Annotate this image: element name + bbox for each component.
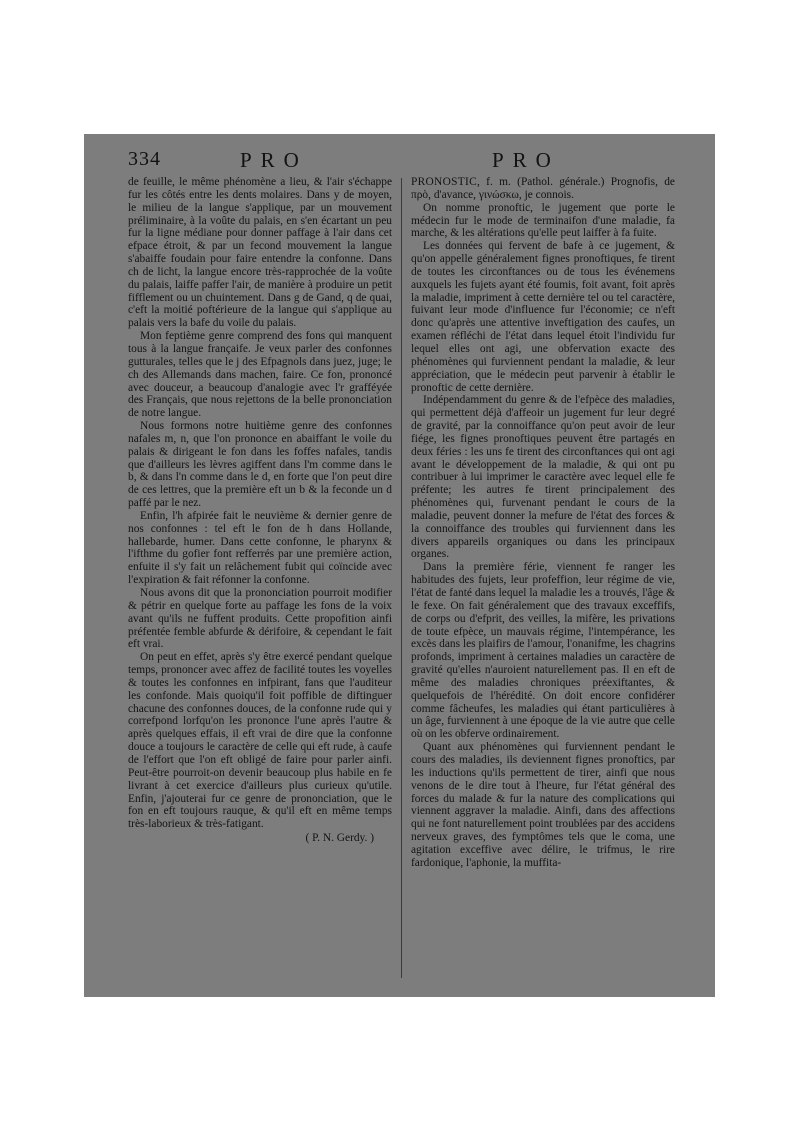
running-head-right: PRO bbox=[492, 148, 560, 172]
paragraph: Les données qui fervent de bafe à ce jugement, & qu'on appelle généralement fignes pronoftiques, fe tirent de toutes les circonftances ou de tous les événemens auxquels les fujets ayant été foumis, foit avant, foit après la maladie, impriment à cette dernière tel ou tel caractère, fuivant leur mode d'influence fur l'économie; ce n'eft donc qu'après une attentive inveftigation des caufes, un examen réfléchi de l'état dans lequel étoit l'individu fur lequel elles ont agi, une obfervation exacte des phénomènes qui furviennent pendant la maladie, & leur appréciation, que le médecin peut parvenir à établir le pronoftic de cette dernière. bbox=[411, 240, 675, 394]
paragraph: On nomme pronoftic, le jugement que porte le médecin fur le mode de terminaifon d'une maladie, fa marche, & les altérations qu'elle peut laiffer à fa fuite. bbox=[411, 201, 675, 240]
running-head-left: PRO bbox=[240, 148, 308, 172]
page-number: 334 bbox=[128, 148, 161, 170]
paragraph: Indépendamment du genre & de l'efpèce des maladies, qui permettent déjà d'affeoir un jugement fur leur degré de gravité, par la connoiffance qu'on peut avoir de leur fiége, les fignes pronoftiques peuvent être partagés en deux féries : les uns fe tirent des circonftances qui ont agi avant le développement de la maladie, & qui ont pu contribuer à lui imprimer le caractère avec lequel elle fe préfente; les autres fe tirent principalement des phénomènes qui, furvenant pendant le cours de la maladie, peuvent donner la mefure de l'état des forces & la connoiffance des troubles qui furviennent dans les divers appareils organiques ou dans les principaux organes. bbox=[411, 394, 675, 561]
entry-heading bbox=[411, 176, 675, 202]
paragraph: de feuille, le même phénomène a lieu, & l'air s'échappe fur les côtés entre les dents molaires. Dans y de moyen, le milieu de la langue s'applique, par un mouvement préliminaire, à la voûte du palais, en s'en écartant un peu fur la ligne médiane pour donner paffage à l'air dans cet efpace étroit, & par un fecond mouvement la langue s'abaiffe foudain pour faire entendre la confonne. Dans ch de licht, la langue encore très-rapprochée de la voûte du palais, laiffe paffer l'air, de manière à produire un petit fifflement ou un chuintement. Dans g de Gand, q de quai, c'eft la moitié poftérieure de la langue qui s'applique au palais vers la bafe du voile du palais. bbox=[128, 176, 392, 330]
entry-definition: , f. m. (Pathol. générale.) Prognofis, de πρὸ, d'avance, γινώσκω, je connois. bbox=[411, 176, 675, 201]
paragraph: Nous avons dit que la prononciation pourroit modifier & pétrir en quelque forte au paffage les fons de la voix avant qu'ils ne fuffent produits. Cette propofition ainfi préfentée femble abfurde & dérifoire, & cependant le fait eft vrai. bbox=[128, 587, 392, 651]
paragraph: Dans la première férie, viennent fe ranger les habitudes des fujets, leur profeffion, leur régime de vie, l'état de fanté dans lequel la maladie les a trouvés, l'âge & le fexe. On fait généralement que des travaux exceffifs, de corps ou d'efprit, des veilles, la mifère, les privations de toute efpèce, un mauvais régime, l'intempérance, les excès dans les plaifirs de l'amour, l'onanifme, les chagrins profonds, impriment à certaines maladies un caractère de gravité qu'elles n'auroient naturellement pas. Il en eft de même des maladies chroniques préexiftantes, & quelquefois de l'hérédité. On doit encore confidérer comme fâcheufes, les maladies qui étant particulières à un âge, furviennent à une époque de la vie autre que celle où on les obferve ordinairement. bbox=[411, 561, 675, 741]
scanned-page bbox=[84, 134, 715, 997]
page-header bbox=[128, 148, 675, 174]
left-column bbox=[128, 176, 392, 978]
column-divider bbox=[401, 178, 402, 978]
entry-title: PRONOSTIC bbox=[411, 176, 477, 188]
paragraph: Enfin, l'h afpirée fait le neuvième & dernier genre de nos confonnes : tel eft le fon de h dans Hollande, hallebarde, humer. Dans cette confonne, le pharynx & l'ifthme du gofier font refferrés par une première action, enfuite il s'y fait un relâchement fubit qui coïncide avec l'expiration & fait réfonner la confonne. bbox=[128, 509, 392, 587]
paragraph: Nous formons notre huitième genre des confonnes nafales m, n, que l'on prononce en abaiffant le voile du palais & dirigeant le fon dans les foffes nafales, tandis que d'ailleurs les lèvres agiffent dans l'm comme dans le b, & dans l'n comme dans le d, en forte que l'on peut dire de ces lettres, que la première eft un b & la feconde un d paffé par le nez. bbox=[128, 420, 392, 510]
paragraph: Mon feptième genre comprend des fons qui manquent tous à la langue françaife. Je veux parler des confonnes gutturales, telles que le j des Efpagnols dans juez, juge; le ch des Allemands dans machen, faire. Ce fon, prononcé avec douceur, a beaucoup d'analogie avec l'r grafféyée des Français, que nous rejettons de la belle prononciation de notre langue. bbox=[128, 330, 392, 420]
paragraph: On peut en effet, après s'y être exercé pendant quelque temps, prononcer avec affez de facilité toutes les voyelles & toutes les confonnes en infpirant, fans que l'auditeur les confonde. Mais quoiqu'il foit poffible de diftinguer chacune des confonnes douces, de la confonne rude qui y correfpond lorfqu'on les prononce l'une après l'autre & après quelques effais, il eft vrai de dire que la confonne douce a toujours le caractère de celle qui eft rude, à caufe de l'effort que l'on eft obligé de faire pour parler ainfi. Peut-être pourroit-on devenir beaucoup plus habile en fe livrant à cet exercice d'ailleurs plus curieux qu'utile. Enfin, j'ajouterai fur ce genre de prononciation, que le fon en eft toujours rauque, & qu'il eft en même temps très-laborieux & très-fatigant. bbox=[128, 651, 392, 831]
text-columns bbox=[128, 176, 675, 978]
author-signature: ( P. N. Gerdy. ) bbox=[305, 832, 374, 845]
right-column bbox=[411, 176, 675, 978]
paragraph: Quant aux phénomènes qui furviennent pendant le cours des maladies, ils deviennent fignes pronoftics, par les inductions qu'ils permettent de tirer, ainfi que nous venons de le dire tout à l'heure, fur l'état général des forces du malade & fur la nature des complications qui viennent aggraver la maladie. Ainfi, dans des affections qui ne font naturellement point troublées par des accidens nerveux graves, des fymptômes tels que le coma, une agitation exceffive avec délire, le trifmus, le rire fardonique, l'aphonie, la muffita- bbox=[411, 741, 675, 869]
